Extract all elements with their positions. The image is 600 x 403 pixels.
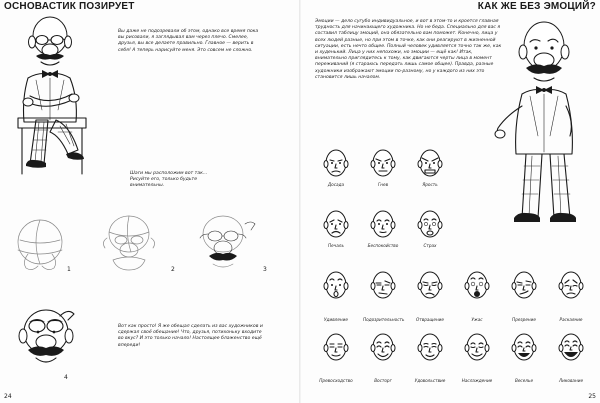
emotion-label-vostorg: Восторг [374, 378, 392, 383]
emotion-face-otvrashchenie [417, 270, 443, 300]
emotion-label-yarost: Ярость [422, 182, 438, 187]
seated-character-illustration [6, 14, 106, 189]
figure-number-4: 4 [64, 374, 68, 381]
emotion-label-dosada: Досада [327, 182, 345, 187]
left-closing-text: Вот как просто! Я же обещал сделать из вас художников и сдержал своё обещание! Что, друзья, потихоньку входите во вкус? И это только начало! Настоящее блаженство ещё впереди! [118, 324, 263, 348]
standing-character-illustration [494, 16, 586, 236]
step-1-sketch [12, 214, 68, 274]
figure-number-3: 3 [263, 266, 267, 273]
figure-number-2: 2 [171, 266, 175, 273]
emotion-face-prevoskhodstvo [323, 332, 349, 362]
emotion-label-uzhas: Ужас [471, 317, 483, 322]
step-4-finished-head [12, 302, 82, 374]
emotion-face-raskayanie [558, 270, 584, 300]
emotion-face-udivlenie [323, 270, 349, 300]
emotion-label-prevoskhodstvo: Превосходство [319, 378, 353, 383]
emotion-label-strakh: Страх [423, 243, 437, 248]
step-3-sketch [191, 210, 257, 276]
emotion-label-udivlenie: Удивление [324, 317, 348, 322]
emotion-label-naslazhdenie: Наслаждение [461, 378, 493, 383]
left-intro-text: Вы даже не подозревали об этом, однако все время пока вы рисовали, я заглядывал вам через плечо. Смелее, друзья, вы все делаете правильно. Главное — верить в себя! А теперь нарисуйте меня. Это совсем не сложно. [118, 29, 259, 53]
left-page-heading: ОСНОВАСТИК ПОЗИРУЕТ [4, 1, 135, 12]
emotion-face-uzhas [464, 270, 490, 300]
emotion-face-udovolstvie [417, 332, 443, 362]
emotion-face-podozritelnost [370, 270, 396, 300]
emotion-label-bespokoystvo: Беспокойство [367, 243, 399, 248]
emotion-label-podozritelnost: Подозрительность [363, 317, 405, 322]
emotion-label-raskayanie: Раскаяние [559, 317, 583, 322]
emotion-label-pechal: Печаль [328, 243, 344, 248]
emotion-face-vostorg [370, 332, 396, 362]
emotion-label-prezrenie: Презрение [512, 317, 536, 322]
emotion-label-vesele: Веселье [514, 378, 534, 383]
emotion-label-otvrashchenie: Отвращение [416, 317, 444, 322]
right-page-number: 25 [588, 393, 596, 400]
emotion-face-vesele [511, 332, 537, 362]
emotion-face-yarost [417, 148, 443, 178]
emotion-face-naslazhdenie [464, 332, 490, 362]
emotion-face-pechal [323, 209, 349, 239]
emotion-face-likovanie [558, 332, 584, 362]
step-2-sketch [97, 210, 163, 276]
right-intro-text: Эмоции — дело сугубо индивидуальное, и вот в этом-то и кроется главная трудность для начинающего художника. Но не беда. Специально для вас я составил таблицу эмоций, она обязательно вам поможет. Конечно, лица у всех людей разные, но при этом в точке, как они реагируют в жизненной ситуации, есть нечто общее. Полный человек удивляется точно так же, как и худенький. Лица у них непохожи, но эмоции — ещё как! Итак, внимательно приглядитесь к тому, как двигаются черты лица в момент переживаний (я стараюсь передать лишь самое общее). Правда, разные художники изображают эмоции по-разному, но у каждого из них это становится лишь началом. [315, 19, 502, 80]
right-page [301, 0, 600, 403]
emotion-label-udovolstvie: Удовольствие [414, 378, 446, 383]
left-steps-text: Шаги мы расположим вот так... Рисуйте его, только будьте внимательны. [130, 171, 208, 189]
emotion-face-gnev [370, 148, 396, 178]
emotion-label-likovanie: Ликование [558, 378, 584, 383]
right-page-heading: КАК ЖЕ БЕЗ ЭМОЦИЙ? [477, 1, 596, 12]
figure-number-1: 1 [67, 266, 71, 273]
emotion-label-gnev: Гнев [377, 182, 389, 187]
emotion-face-strakh [417, 209, 443, 239]
left-page-number: 24 [4, 393, 12, 400]
emotion-face-bespokoystvo [370, 209, 396, 239]
emotion-face-dosada [323, 148, 349, 178]
emotion-face-prezrenie [511, 270, 537, 300]
left-page [0, 0, 299, 403]
